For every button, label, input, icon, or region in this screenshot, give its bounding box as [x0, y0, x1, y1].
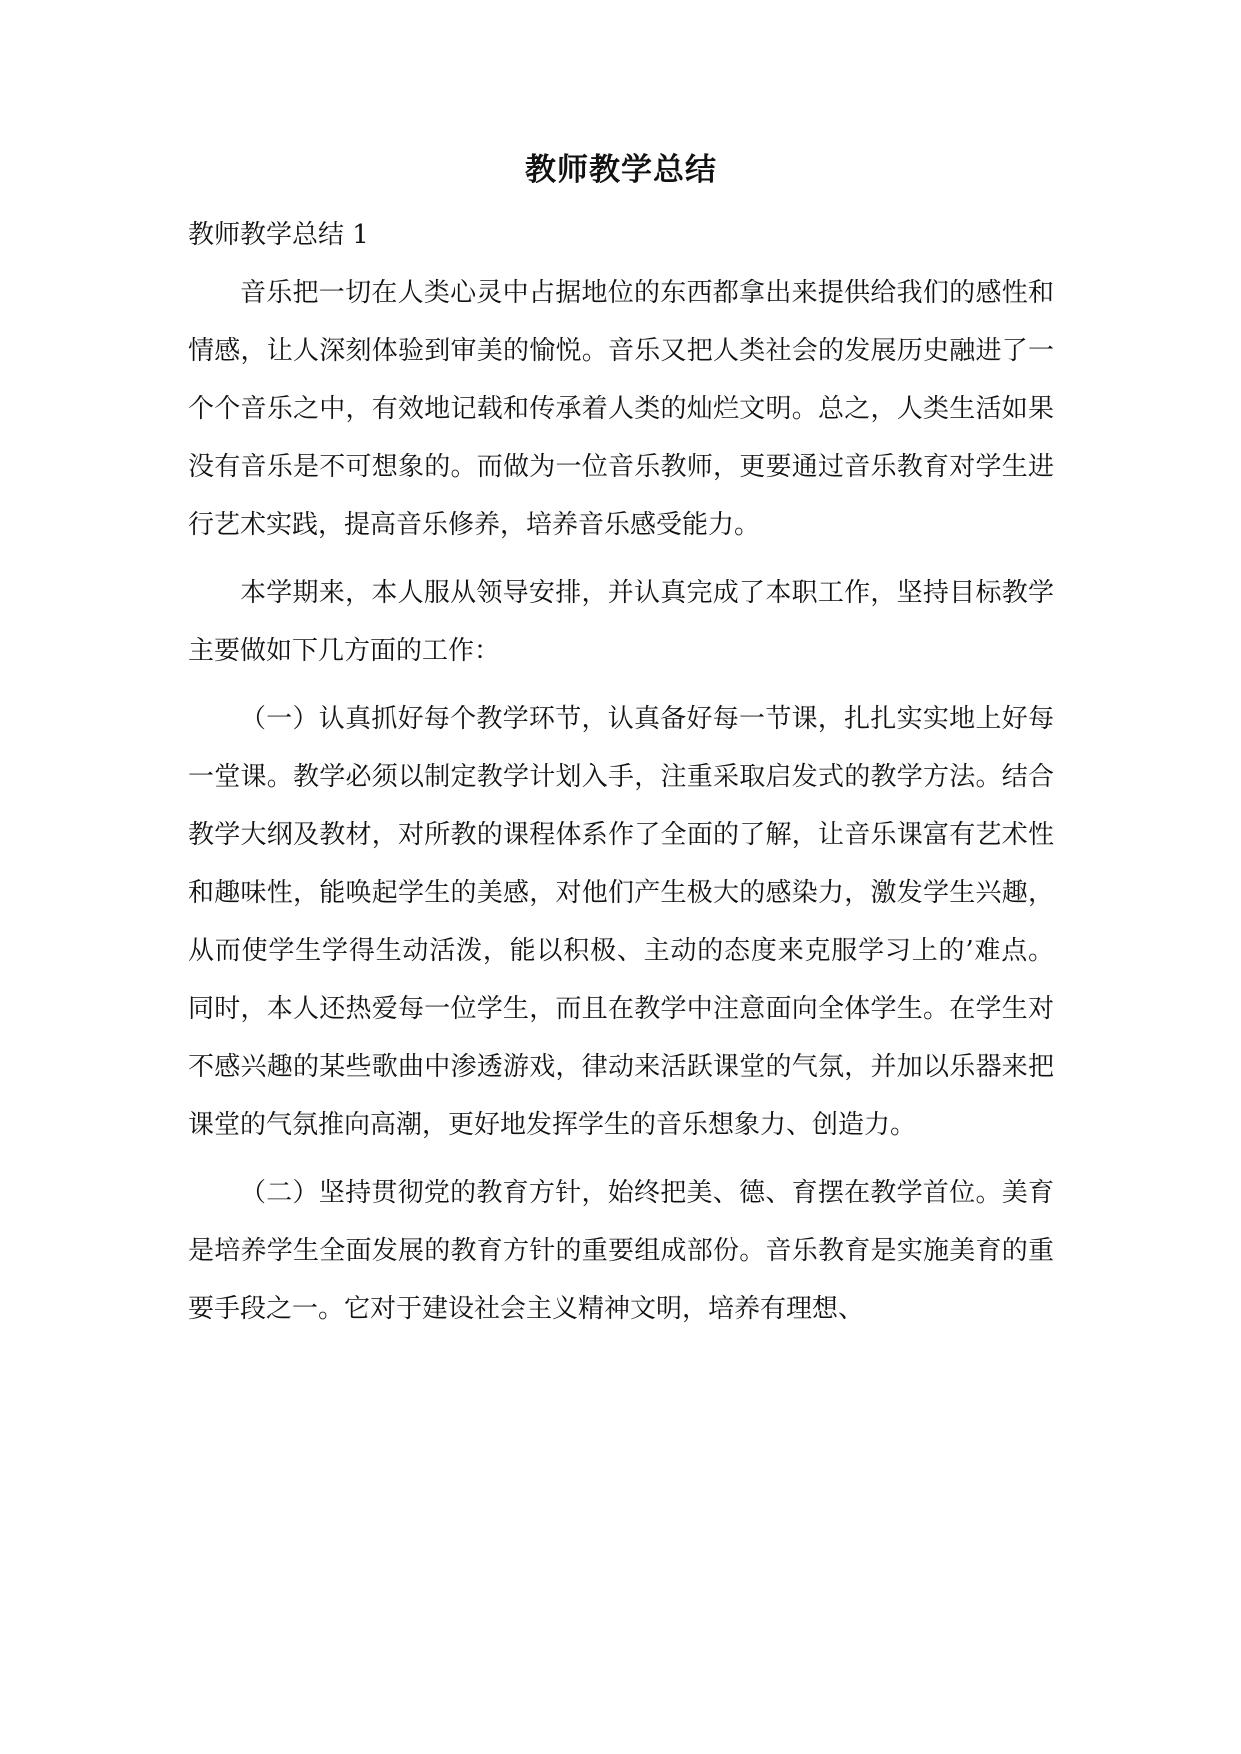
- paragraph-semester-work: 本学期来，本人服从领导安排，并认真完成了本职工作，坚持目标教学主要做如下几方面的工作：: [188, 578, 1054, 666]
- section-heading: 教师教学总结 1: [188, 220, 369, 250]
- paragraph-point-two: （二）坚持贯彻党的教育方针，始终把美、德、育摆在教学首位。美育是培养学生全面发展的教育方针的重要组成部份。音乐教育是实施美育的重要手段之一。它对于建设社会主义精神文明，培养有理想、: [188, 1178, 1054, 1324]
- paragraph-point-one: （一）认真抓好每个教学环节，认真备好每一节课，扎扎实实地上好每一堂课。教学必须以制定教学计划入手，注重采取启发式的教学方法。结合教学大纲及教材，对所教的课程体系作了全面的了解，让音乐课富有艺术性和趣味性，能唤起学生的美感，对他们产生极大的感染力，激发学生兴趣，从而使学生学得生动活泼，能以积极、主动的态度来克服学习上的’难点。同时，本人还热爱每一位学生，而且在教学中注意面向全体学生。在学生对不感兴趣的某些歌曲中渗透游戏，律动来活跃课堂的气氛，并加以乐器来把课堂的气氛推向高潮，更好地发挥学生的音乐想象力、创造力。: [188, 704, 1054, 1140]
- document-title: 教师教学总结: [525, 152, 717, 188]
- paragraph-music-intro: 音乐把一切在人类心灵中占据地位的东西都拿出来提供给我们的感性和情感，让人深刻体验到审美的愉悦。音乐又把人类社会的发展历史融进了一个个音乐之中，有效地记载和传承着人类的灿烂文明。总之，人类生活如果没有音乐是不可想象的。而做为一位音乐教师，更要通过音乐教育对学生进行艺术实践，提高音乐修养，培养音乐感受能力。: [188, 278, 1054, 540]
- document-page: [188, 148, 1054, 1348]
